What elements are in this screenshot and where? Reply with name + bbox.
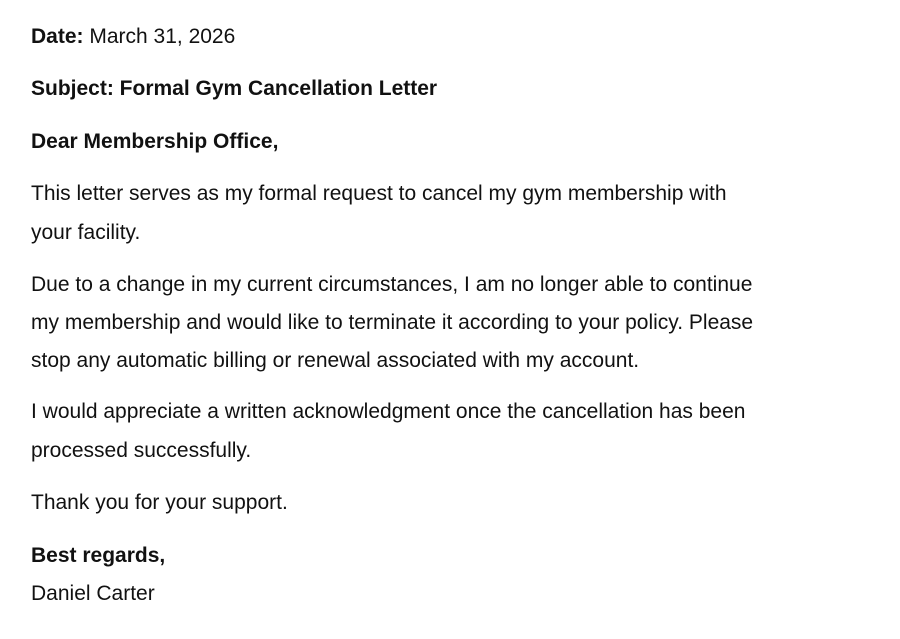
paragraph-line: my membership and would like to terminate it according to your policy. Please: [31, 311, 754, 334]
subject-line: Subject: Formal Gym Cancellation Letter: [31, 77, 438, 100]
paragraph-line: I would appreciate a written acknowledgment once the cancellation has been: [31, 400, 746, 423]
paragraph-line: processed successfully.: [31, 439, 252, 462]
signature: Daniel Carter: [31, 582, 155, 605]
date-label: Date:: [31, 25, 84, 48]
date-value: March 31, 2026: [89, 25, 236, 48]
paragraph-line: This letter serves as my formal request to cancel my gym membership with: [31, 182, 727, 205]
paragraph-line: your facility.: [31, 221, 141, 244]
salutation: Dear Membership Office,: [31, 130, 279, 153]
paragraph-line: stop any automatic billing or renewal associated with my account.: [31, 349, 640, 372]
paragraph-line: Thank you for your support.: [31, 491, 288, 514]
paragraph-line: Due to a change in my current circumstances, I am no longer able to continue: [31, 273, 753, 296]
date-line: [31, 18, 235, 56]
closing: Best regards,: [31, 544, 166, 567]
